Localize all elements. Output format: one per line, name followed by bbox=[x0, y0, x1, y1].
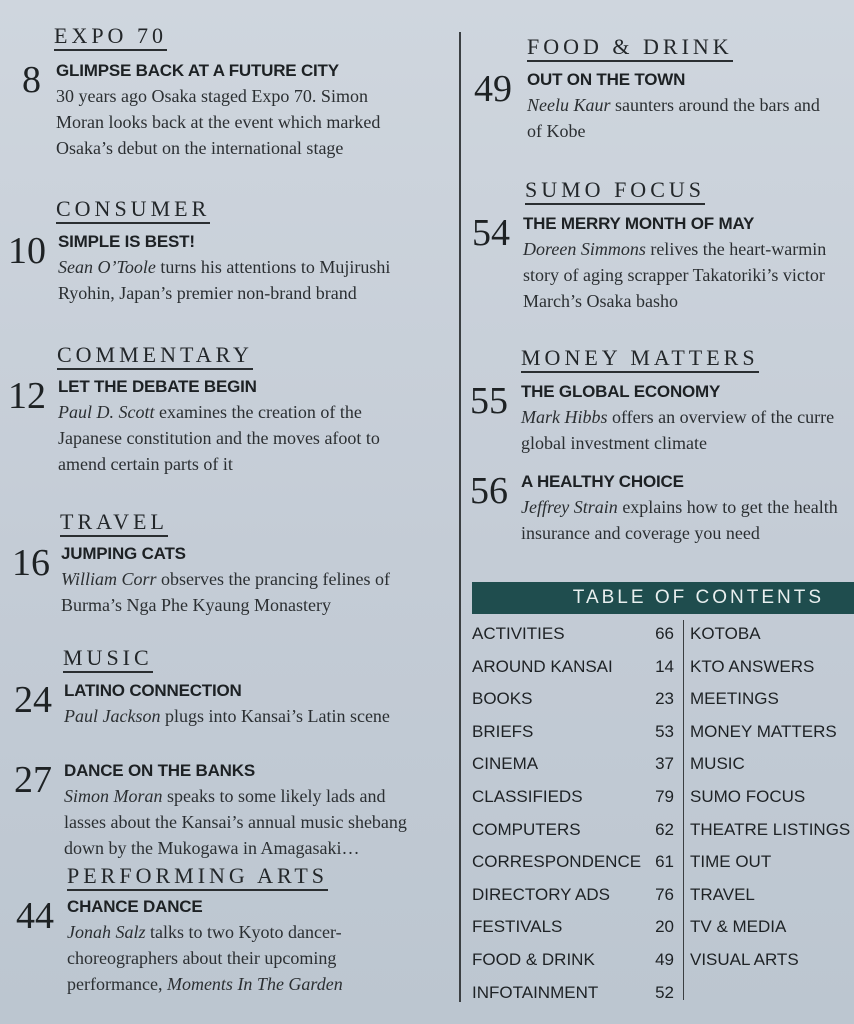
toc-left-list bbox=[472, 618, 680, 1009]
author-name: Jeffrey Strain bbox=[521, 497, 618, 517]
author-name: Paul D. Scott bbox=[58, 402, 155, 422]
article-description bbox=[64, 783, 407, 861]
toc-item[interactable]: VISUAL ARTS bbox=[690, 949, 799, 969]
description-line: Jeffrey Strain explains how to get the health bbox=[521, 497, 838, 517]
toc-item-name: BOOKS bbox=[472, 689, 533, 709]
description-line: March’s Osaka basho bbox=[523, 291, 678, 311]
author-name: Simon Moran bbox=[64, 786, 163, 806]
article-title[interactable]: A HEALTHY CHOICE bbox=[521, 472, 684, 491]
article-description bbox=[58, 399, 380, 477]
column-divider bbox=[459, 32, 461, 1002]
article-title[interactable]: GLIMPSE BACK AT A FUTURE CITY bbox=[56, 61, 339, 80]
article-description bbox=[58, 254, 390, 306]
article-description bbox=[523, 236, 826, 314]
toc-item-name: FOOD & DRINK bbox=[472, 949, 595, 969]
article-description bbox=[67, 919, 343, 997]
section-heading: COMMENTARY bbox=[57, 343, 253, 370]
description-line: story of aging scrapper Takatoriki’s victor bbox=[523, 265, 825, 285]
article-title[interactable]: OUT ON THE TOWN bbox=[527, 70, 686, 89]
toc-item[interactable] bbox=[472, 879, 680, 912]
description-line: Jonah Salz talks to two Kyoto dancer- bbox=[67, 922, 342, 942]
description-line: Doreen Simmons relives the heart-warmin bbox=[523, 239, 827, 259]
toc-item[interactable]: KOTOBA bbox=[690, 624, 761, 643]
article-description bbox=[61, 566, 390, 618]
toc-item[interactable]: TRAVEL bbox=[690, 884, 755, 904]
article-description bbox=[64, 703, 390, 729]
description-line: insurance and coverage you need bbox=[521, 523, 760, 543]
description-line: Ryohin, Japan’s premier non-brand brand bbox=[58, 283, 357, 303]
toc-item-name: INFOTAINMENT bbox=[472, 982, 599, 1002]
article-title[interactable]: THE MERRY MONTH OF MAY bbox=[523, 214, 755, 233]
description-line: Sean O’Toole turns his attentions to Mujirushi bbox=[58, 257, 391, 277]
description-line: Paul D. Scott examines the creation of the bbox=[58, 402, 362, 422]
author-name: Neelu Kaur bbox=[527, 95, 611, 115]
toc-item-name: AROUND KANSAI bbox=[472, 656, 613, 676]
section-heading: PERFORMING ARTS bbox=[67, 864, 328, 891]
section-heading: MONEY MATTERS bbox=[521, 346, 759, 373]
description-line: of Kobe bbox=[527, 121, 586, 141]
article-description bbox=[521, 494, 838, 546]
toc-item-page: 37 bbox=[655, 754, 674, 774]
toc-item[interactable]: THEATRE LISTINGS bbox=[690, 819, 851, 839]
page-number: 16 bbox=[12, 542, 50, 584]
toc-item-name: DIRECTORY ADS bbox=[472, 884, 610, 904]
article-description bbox=[56, 83, 380, 161]
description-line: performance, Moments In The Garden bbox=[67, 974, 343, 994]
toc-item-name: CINEMA bbox=[472, 754, 539, 774]
article-title[interactable]: LET THE DEBATE BEGIN bbox=[58, 377, 257, 396]
toc-item[interactable] bbox=[472, 781, 680, 814]
toc-item-page: 79 bbox=[655, 786, 674, 806]
page-number: 44 bbox=[16, 895, 54, 937]
description-line: lasses about the Kansai’s annual music shebang bbox=[64, 812, 407, 832]
author-name: Doreen Simmons bbox=[523, 239, 646, 259]
toc-item[interactable] bbox=[472, 618, 680, 651]
toc-item[interactable]: SUMO FOCUS bbox=[690, 786, 806, 806]
description-line: Simon Moran speaks to some likely lads and bbox=[64, 786, 386, 806]
toc-item[interactable]: MONEY MATTERS bbox=[690, 721, 837, 741]
article-description bbox=[527, 92, 820, 144]
toc-item[interactable] bbox=[472, 748, 680, 781]
article-title[interactable]: DANCE ON THE BANKS bbox=[64, 761, 255, 780]
description-line: Paul Jackson plugs into Kansai’s Latin scene bbox=[64, 706, 390, 726]
description-line: 30 years ago Osaka staged Expo 70. Simon bbox=[56, 86, 368, 106]
toc-item-name: BRIEFS bbox=[472, 721, 534, 741]
toc-item-page: 20 bbox=[655, 917, 674, 937]
toc-right-list bbox=[690, 618, 854, 977]
author-name: William Corr bbox=[61, 569, 157, 589]
description-line: Japanese constitution and the moves afoot to bbox=[58, 428, 380, 448]
description-line: Osaka’s debut on the international stage bbox=[56, 138, 344, 158]
description-line: amend certain parts of it bbox=[58, 454, 233, 474]
toc-item-page: 53 bbox=[655, 721, 674, 741]
article-title[interactable]: THE GLOBAL ECONOMY bbox=[521, 382, 721, 401]
toc-item[interactable]: TV & MEDIA bbox=[690, 917, 787, 937]
article-title[interactable]: SIMPLE IS BEST! bbox=[58, 232, 195, 251]
page-number: 27 bbox=[14, 759, 52, 801]
description-line: Moran looks back at the event which marked bbox=[56, 112, 381, 132]
description-line: Mark Hibbs offers an overview of the curre bbox=[521, 407, 835, 427]
toc-item-page: 62 bbox=[655, 819, 674, 839]
toc-item-page: 52 bbox=[655, 982, 674, 1002]
toc-item[interactable]: MEETINGS bbox=[690, 689, 779, 709]
author-name: Jonah Salz bbox=[67, 922, 146, 942]
toc-item[interactable] bbox=[472, 911, 680, 944]
toc-item[interactable] bbox=[472, 846, 680, 879]
toc-item-name: FESTIVALS bbox=[472, 917, 563, 937]
article-description bbox=[521, 404, 834, 456]
description-line: Neelu Kaur saunters around the bars and bbox=[527, 95, 820, 115]
toc-item-page: 61 bbox=[655, 852, 674, 872]
description-line: Burma’s Nga Phe Kyaung Monastery bbox=[61, 595, 331, 615]
page-number: 49 bbox=[474, 68, 512, 110]
section-heading: CONSUMER bbox=[56, 197, 210, 224]
page-number: 24 bbox=[14, 679, 52, 721]
description-line: global investment climate bbox=[521, 433, 707, 453]
author-name: Mark Hibbs bbox=[521, 407, 608, 427]
section-heading: FOOD & DRINK bbox=[527, 35, 733, 62]
toc-item[interactable]: KTO ANSWERS bbox=[690, 656, 815, 676]
toc-item-page: 14 bbox=[655, 656, 674, 676]
section-heading: EXPO 70 bbox=[54, 24, 167, 51]
toc-item[interactable] bbox=[472, 814, 680, 847]
toc-divider bbox=[683, 620, 684, 1000]
toc-item[interactable] bbox=[472, 651, 680, 684]
description-line: William Corr observes the prancing felines of bbox=[61, 569, 390, 589]
section-heading: MUSIC bbox=[63, 646, 153, 673]
author-name: Moments In The Garden bbox=[166, 974, 343, 994]
toc-item[interactable] bbox=[472, 716, 680, 749]
toc-item-name: ACTIVITIES bbox=[472, 624, 565, 643]
toc-item-page: 23 bbox=[655, 689, 674, 709]
toc-item-page: 66 bbox=[655, 624, 674, 643]
toc-item-page: 76 bbox=[655, 884, 674, 904]
section-heading: SUMO FOCUS bbox=[525, 178, 705, 205]
page-number: 10 bbox=[8, 230, 46, 272]
page-number: 54 bbox=[472, 212, 510, 254]
description-line: down by the Mukogawa in Amagasaki… bbox=[64, 838, 360, 858]
author-name: Sean O’Toole bbox=[58, 257, 156, 277]
page-number: 12 bbox=[8, 375, 46, 417]
page-number: 8 bbox=[22, 59, 41, 101]
page-number: 56 bbox=[470, 470, 508, 512]
toc-header: TABLE OF CONTENTS bbox=[472, 582, 854, 614]
toc-item-page: 49 bbox=[655, 949, 674, 969]
author-name: Paul Jackson bbox=[64, 706, 161, 726]
description-line: choreographers about their upcoming bbox=[67, 948, 337, 968]
toc-item[interactable] bbox=[472, 944, 680, 977]
toc-item-name: CORRESPONDENCE bbox=[472, 852, 642, 872]
toc-item[interactable] bbox=[472, 977, 680, 1010]
toc-item-name: COMPUTERS bbox=[472, 819, 581, 839]
toc-item[interactable] bbox=[472, 683, 680, 716]
toc-item[interactable]: MUSIC bbox=[690, 754, 745, 774]
article-title[interactable]: JUMPING CATS bbox=[61, 544, 186, 563]
toc-item-name: CLASSIFIEDS bbox=[472, 786, 583, 806]
toc-item[interactable]: TIME OUT bbox=[690, 852, 772, 872]
article-title[interactable]: LATINO CONNECTION bbox=[64, 681, 242, 700]
article-title[interactable]: CHANCE DANCE bbox=[67, 897, 203, 916]
section-heading: TRAVEL bbox=[60, 510, 168, 537]
page-number: 55 bbox=[470, 380, 508, 422]
